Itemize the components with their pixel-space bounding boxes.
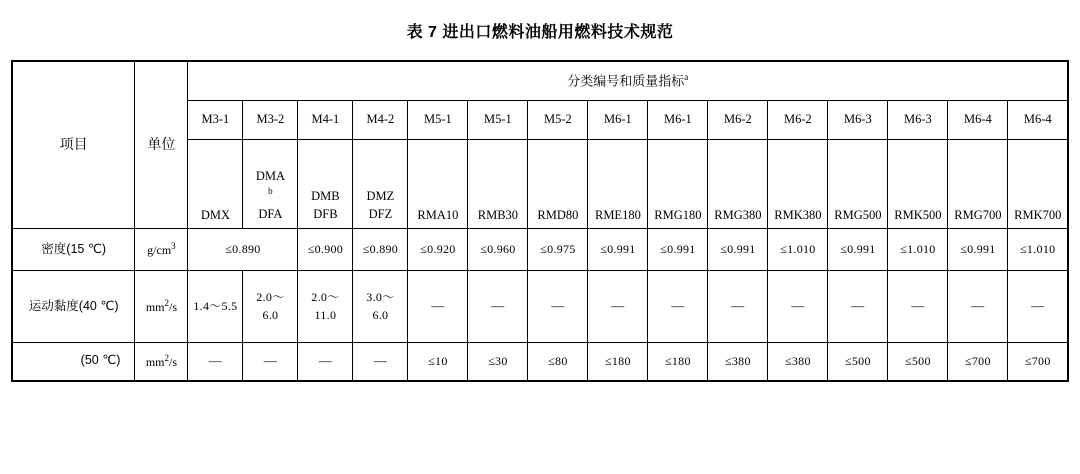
header-grade-name bbox=[888, 140, 948, 229]
data-cell: — bbox=[468, 271, 528, 343]
header-code: M5-2 bbox=[528, 101, 588, 140]
header-grade-name bbox=[243, 140, 298, 229]
data-cell: ≤500 bbox=[888, 343, 948, 381]
grade-line: RMG380 bbox=[714, 208, 762, 223]
data-cell: 2.0～ 6.0 bbox=[243, 271, 298, 343]
data-cell: ≤0.991 bbox=[648, 229, 708, 271]
grade-line: DMA $^b$ bbox=[255, 168, 285, 197]
header-grade-name bbox=[648, 140, 708, 229]
header-grade-name bbox=[708, 140, 768, 229]
header-grade-name bbox=[298, 140, 353, 229]
data-cell: ≤1.010 bbox=[1008, 229, 1068, 271]
data-cell: ≤180 bbox=[648, 343, 708, 381]
data-cell: ≤180 bbox=[588, 343, 648, 381]
header-code: M6-4 bbox=[948, 101, 1008, 140]
data-cell: ≤0.890 bbox=[188, 229, 298, 271]
data-cell: — bbox=[588, 271, 648, 343]
data-cell: — bbox=[828, 271, 888, 343]
header-grade-name bbox=[408, 140, 468, 229]
data-cell: 3.0～ 6.0 bbox=[353, 271, 408, 343]
data-cell: ≤80 bbox=[528, 343, 588, 381]
data-cell: ≤0.991 bbox=[948, 229, 1008, 271]
data-cell: ≤1.010 bbox=[888, 229, 948, 271]
data-cell: — bbox=[188, 343, 243, 381]
header-group-label: 分类编号和质量指标 bbox=[567, 73, 685, 89]
header-code: M6-2 bbox=[768, 101, 828, 140]
header-group bbox=[188, 61, 1068, 101]
data-cell: ≤0.991 bbox=[588, 229, 648, 271]
data-cell: ≤0.960 bbox=[468, 229, 528, 271]
header-code: M5-1 bbox=[408, 101, 468, 140]
header-grade-name bbox=[188, 140, 243, 229]
grade-line: DFB bbox=[313, 207, 338, 222]
table-caption: 表 7 进出口燃料油船用燃料技术规范 bbox=[406, 24, 674, 41]
grade-line: RMG500 bbox=[834, 208, 882, 223]
data-cell: — bbox=[1008, 271, 1068, 343]
header-code: M3-2 bbox=[243, 101, 298, 140]
header-unit: 单位 bbox=[135, 61, 188, 229]
table-row bbox=[12, 343, 1068, 381]
data-cell: ≤0.991 bbox=[828, 229, 888, 271]
data-cell: ≤700 bbox=[948, 343, 1008, 381]
grade-line: RMB30 bbox=[477, 208, 519, 223]
grade-line: DMZ bbox=[366, 188, 395, 203]
grade-line: RMD80 bbox=[537, 208, 579, 223]
grade-line: RMA10 bbox=[417, 208, 459, 223]
grade-line: RMK500 bbox=[894, 208, 942, 223]
header-code: M5-1 bbox=[468, 101, 528, 140]
data-cell: ≤380 bbox=[768, 343, 828, 381]
header-grade-name bbox=[1008, 140, 1068, 229]
data-cell: — bbox=[243, 343, 298, 381]
data-cell: — bbox=[298, 343, 353, 381]
data-cell: — bbox=[708, 271, 768, 343]
data-cell: — bbox=[353, 343, 408, 381]
data-cell: ≤0.975 bbox=[528, 229, 588, 271]
data-cell: — bbox=[528, 271, 588, 343]
data-cell: ≤380 bbox=[708, 343, 768, 381]
header-grade-name bbox=[353, 140, 408, 229]
grade-line: RME180 bbox=[594, 208, 641, 223]
grade-line: DMB bbox=[311, 188, 340, 203]
row-unit: $mm^2/s$ bbox=[135, 271, 188, 343]
data-cell: — bbox=[408, 271, 468, 343]
header-item: 项目 bbox=[12, 61, 135, 229]
data-cell: ≤500 bbox=[828, 343, 888, 381]
header-grade-name bbox=[828, 140, 888, 229]
header-code: M6-3 bbox=[828, 101, 888, 140]
header-code: M4-1 bbox=[298, 101, 353, 140]
header-grade-name bbox=[528, 140, 588, 229]
specification-table bbox=[11, 60, 1069, 382]
data-cell: 1.4～5.5 bbox=[188, 271, 243, 343]
header-code: M6-2 bbox=[708, 101, 768, 140]
header-code: M4-2 bbox=[353, 101, 408, 140]
header-grade-name bbox=[768, 140, 828, 229]
row-label: 运动黏度(40 ℃) bbox=[12, 271, 135, 343]
data-cell: ≤0.900 bbox=[298, 229, 353, 271]
table-row bbox=[12, 271, 1068, 343]
row-label: 密度(15 ℃) bbox=[12, 229, 135, 271]
grade-line: DFA bbox=[258, 207, 283, 222]
header-grade-name bbox=[588, 140, 648, 229]
header-code: M6-1 bbox=[588, 101, 648, 140]
header-grade-name bbox=[948, 140, 1008, 229]
data-cell: ≤30 bbox=[468, 343, 528, 381]
table-row bbox=[12, 229, 1068, 271]
data-cell: ≤700 bbox=[1008, 343, 1068, 381]
header-code: M3-1 bbox=[188, 101, 243, 140]
header-code: M6-1 bbox=[648, 101, 708, 140]
row-label: (50 ℃) bbox=[12, 343, 135, 381]
row-unit: $g/cm^3$ bbox=[135, 229, 188, 271]
grade-line: RMK380 bbox=[774, 208, 822, 223]
data-cell: ≤1.010 bbox=[768, 229, 828, 271]
grade-line: RMK700 bbox=[1014, 208, 1062, 223]
grade-line: RMG700 bbox=[954, 208, 1002, 223]
data-cell: — bbox=[648, 271, 708, 343]
data-cell: — bbox=[768, 271, 828, 343]
data-cell: — bbox=[888, 271, 948, 343]
data-cell: ≤0.920 bbox=[408, 229, 468, 271]
data-cell: ≤0.991 bbox=[708, 229, 768, 271]
data-cell: ≤10 bbox=[408, 343, 468, 381]
header-group-sup: a bbox=[684, 72, 689, 83]
grade-line: DFZ bbox=[368, 207, 393, 222]
table-header-row-group bbox=[12, 61, 1068, 101]
header-code: M6-3 bbox=[888, 101, 948, 140]
header-grade-name bbox=[468, 140, 528, 229]
data-cell: — bbox=[948, 271, 1008, 343]
header-code: M6-4 bbox=[1008, 101, 1068, 140]
grade-line: DMX bbox=[200, 208, 230, 223]
row-unit: $mm^2/s$ bbox=[135, 343, 188, 381]
data-cell: ≤0.890 bbox=[353, 229, 408, 271]
grade-line: RMG180 bbox=[654, 208, 702, 223]
data-cell: 2.0～ 11.0 bbox=[298, 271, 353, 343]
